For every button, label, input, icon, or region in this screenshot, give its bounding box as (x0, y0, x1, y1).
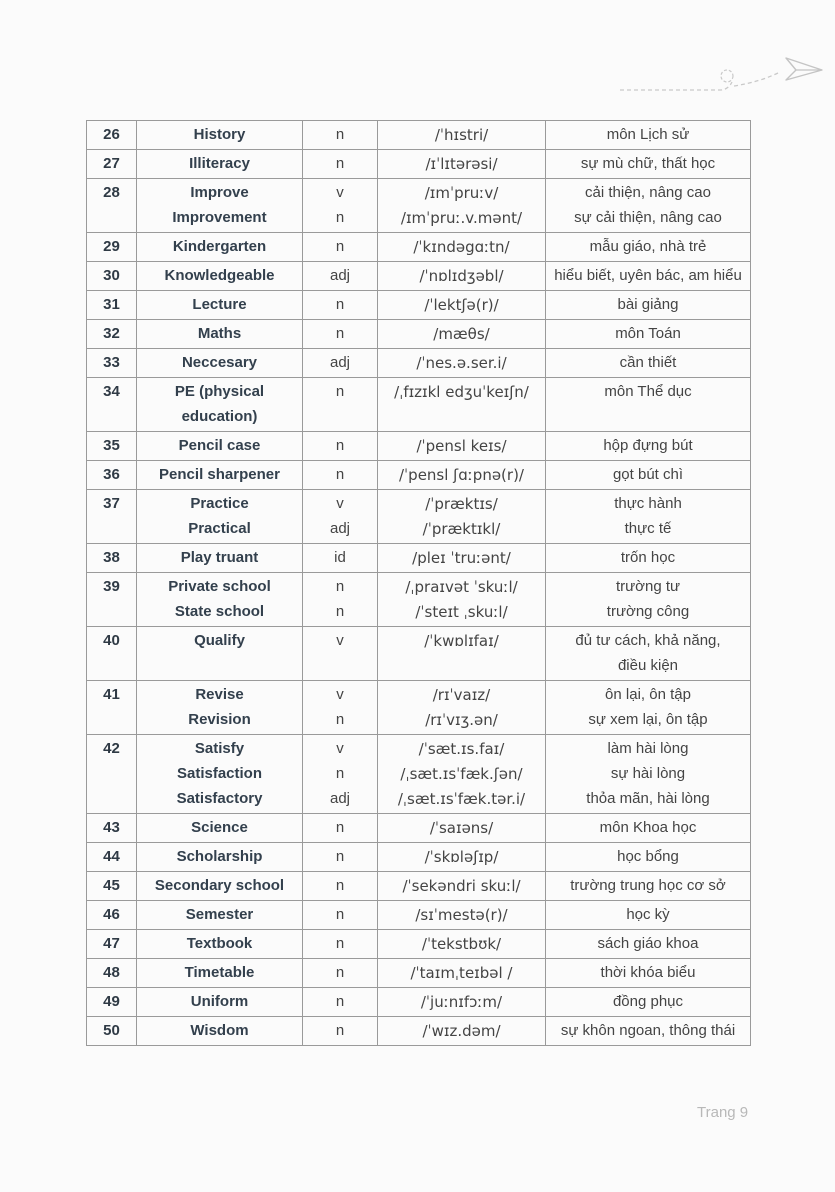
word-line: Uniform (190, 993, 249, 1010)
word-line: Improvement (172, 209, 267, 226)
pronunciation-cell (378, 262, 546, 291)
pronunciation-line: /ɪmˈpruːv/ (424, 184, 499, 202)
entry-number: 37 (87, 490, 137, 544)
entry-number: 48 (87, 959, 137, 988)
part-of-speech-cell (303, 681, 378, 735)
meaning-line: sự cải thiện, nâng cao (574, 209, 722, 226)
meaning-line: trường trung học cơ sở (570, 877, 726, 894)
pronunciation-cell (378, 121, 546, 150)
pronunciation-line: /ˈnɒlɪdʒəbl/ (419, 267, 504, 285)
table-row (87, 320, 751, 349)
meaning-cell (546, 544, 751, 573)
part-of-speech-cell (303, 150, 378, 179)
part-of-speech-cell (303, 1017, 378, 1046)
word-line: State school (174, 603, 265, 620)
word-line: Pencil sharpener (159, 466, 280, 483)
pronunciation-line: /rɪˈvaɪz/ (432, 686, 491, 704)
meaning-cell (546, 378, 751, 432)
pronunciation-line: /ˈtaɪmˌteɪbəl / (410, 964, 513, 982)
word-line: Textbook (186, 935, 253, 952)
meaning-cell (546, 432, 751, 461)
entry-number: 27 (87, 150, 137, 179)
word-line: Science (191, 819, 248, 836)
part-of-speech-cell (303, 291, 378, 320)
meaning-cell (546, 843, 751, 872)
pronunciation-cell (378, 681, 546, 735)
part-of-speech-line: n (335, 325, 345, 342)
meaning-line: bài giảng (617, 296, 679, 313)
part-of-speech-cell (303, 121, 378, 150)
meaning-line: thời khóa biểu (600, 964, 696, 981)
table-row (87, 490, 751, 544)
word-line: Wisdom (190, 1022, 249, 1039)
meaning-cell (546, 959, 751, 988)
meaning-cell (546, 1017, 751, 1046)
pronunciation-line: /ˈpræktɪs/ (425, 495, 498, 513)
table-row (87, 461, 751, 490)
pronunciation-line: /mæθs/ (433, 325, 490, 343)
word-line: History (193, 126, 246, 143)
part-of-speech-line: adj (329, 520, 351, 537)
word-cell (137, 930, 303, 959)
part-of-speech-line: n (335, 765, 345, 782)
meaning-cell (546, 735, 751, 814)
meaning-line: hiểu biết, uyên bác, am hiểu (554, 267, 742, 284)
pronunciation-line: /ˈkɪndəgɑːtn/ (413, 238, 510, 256)
meaning-line: thực hành (614, 495, 682, 512)
part-of-speech-cell (303, 843, 378, 872)
pronunciation-cell (378, 291, 546, 320)
entry-number: 40 (87, 627, 137, 681)
word-line: Secondary school (154, 877, 285, 894)
pronunciation-line: /ˌpraɪvət ˈskuːl/ (405, 578, 518, 596)
word-cell (137, 735, 303, 814)
word-line: Illiteracy (189, 155, 250, 172)
entry-number: 41 (87, 681, 137, 735)
meaning-line: sách giáo khoa (597, 935, 699, 952)
entry-number: 47 (87, 930, 137, 959)
meaning-line: môn Lịch sử (606, 126, 690, 143)
meaning-cell (546, 349, 751, 378)
table-row (87, 349, 751, 378)
part-of-speech-line: n (335, 126, 345, 143)
part-of-speech-cell (303, 262, 378, 291)
part-of-speech-line: n (335, 1022, 345, 1039)
word-line: Semester (185, 906, 254, 923)
word-cell (137, 1017, 303, 1046)
part-of-speech-line: n (335, 155, 345, 172)
table-row (87, 544, 751, 573)
part-of-speech-line: n (335, 964, 345, 981)
part-of-speech-cell (303, 461, 378, 490)
part-of-speech-cell (303, 901, 378, 930)
word-cell (137, 544, 303, 573)
table-row (87, 988, 751, 1017)
part-of-speech-line: n (335, 935, 345, 952)
part-of-speech-cell (303, 179, 378, 233)
pronunciation-line: /ˈnes.ə.ser.i/ (416, 354, 507, 372)
meaning-line: môn Khoa học (599, 819, 697, 836)
meaning-line: sự xem lại, ôn tập (588, 711, 708, 728)
part-of-speech-line: n (335, 848, 345, 865)
word-line: Revision (188, 711, 251, 728)
word-cell (137, 121, 303, 150)
part-of-speech-cell (303, 432, 378, 461)
table-row (87, 179, 751, 233)
meaning-line: điều kiện (617, 657, 679, 674)
word-line: Practical (188, 520, 251, 537)
pronunciation-line: /ˈpensl ʃɑːpnə(r)/ (399, 466, 524, 484)
word-cell (137, 901, 303, 930)
table-row (87, 1017, 751, 1046)
meaning-cell (546, 461, 751, 490)
word-cell (137, 988, 303, 1017)
word-line: PE (physical (174, 383, 265, 400)
paper-plane-icon (600, 42, 830, 112)
table-row (87, 901, 751, 930)
pronunciation-cell (378, 349, 546, 378)
pronunciation-line: /ˈsæt.ɪs.faɪ/ (418, 740, 505, 758)
pronunciation-line: /ˈlektʃə(r)/ (424, 296, 499, 314)
table-row (87, 378, 751, 432)
table-row (87, 681, 751, 735)
table-row (87, 233, 751, 262)
pronunciation-line: /sɪˈmestə(r)/ (415, 906, 508, 924)
table-row (87, 573, 751, 627)
pronunciation-cell (378, 901, 546, 930)
part-of-speech-line: adj (329, 790, 351, 807)
part-of-speech-cell (303, 959, 378, 988)
word-cell (137, 872, 303, 901)
part-of-speech-line: n (335, 383, 345, 400)
word-line: Neccesary (181, 354, 258, 371)
pronunciation-cell (378, 735, 546, 814)
table-row (87, 627, 751, 681)
meaning-cell (546, 121, 751, 150)
table-row (87, 814, 751, 843)
part-of-speech-line: n (335, 466, 345, 483)
entry-number: 42 (87, 735, 137, 814)
meaning-line: môn Toán (615, 325, 681, 342)
part-of-speech-line: v (336, 632, 344, 649)
entry-number: 46 (87, 901, 137, 930)
table-row (87, 872, 751, 901)
word-cell (137, 349, 303, 378)
pronunciation-cell (378, 843, 546, 872)
entry-number: 44 (87, 843, 137, 872)
pronunciation-cell (378, 627, 546, 681)
word-line: Maths (197, 325, 242, 342)
word-cell (137, 150, 303, 179)
part-of-speech-line: n (335, 877, 345, 894)
meaning-line: hộp đựng bút (603, 437, 693, 454)
entry-number: 45 (87, 872, 137, 901)
meaning-cell (546, 262, 751, 291)
part-of-speech-cell (303, 988, 378, 1017)
part-of-speech-cell (303, 930, 378, 959)
pronunciation-line: /pleɪ ˈtruːənt/ (412, 549, 511, 567)
part-of-speech-line: n (335, 296, 345, 313)
meaning-line: trường tư (615, 578, 681, 595)
pronunciation-line: /ˈsekəndri skuːl/ (402, 877, 521, 895)
meaning-line: làm hài lòng (607, 740, 689, 757)
pronunciation-line: /ˌsæt.ɪsˈfæk.tər.i/ (397, 790, 526, 808)
entry-number: 49 (87, 988, 137, 1017)
word-cell (137, 843, 303, 872)
meaning-cell (546, 573, 751, 627)
part-of-speech-cell (303, 814, 378, 843)
pronunciation-line: /ˈsteɪt ˌskuːl/ (415, 603, 508, 621)
table-row (87, 432, 751, 461)
part-of-speech-line: n (335, 906, 345, 923)
pronunciation-line: /ˈjuːnɪfɔːm/ (420, 993, 503, 1011)
part-of-speech-line: v (336, 740, 344, 757)
part-of-speech-cell (303, 627, 378, 681)
pronunciation-cell (378, 432, 546, 461)
word-cell (137, 490, 303, 544)
meaning-cell (546, 490, 751, 544)
word-cell (137, 179, 303, 233)
word-cell (137, 573, 303, 627)
part-of-speech-line: v (336, 495, 344, 512)
word-cell (137, 233, 303, 262)
part-of-speech-cell (303, 378, 378, 432)
pronunciation-line: /ɪmˈpruː.v.mənt/ (400, 209, 523, 227)
part-of-speech-line: v (336, 686, 344, 703)
part-of-speech-line: n (335, 819, 345, 836)
pronunciation-cell (378, 1017, 546, 1046)
table-row (87, 735, 751, 814)
vocabulary-table (86, 120, 751, 1046)
meaning-line: trường công (606, 603, 690, 620)
entry-number: 26 (87, 121, 137, 150)
meaning-cell (546, 681, 751, 735)
part-of-speech-cell (303, 490, 378, 544)
meaning-line: sự hài lòng (610, 765, 686, 782)
pronunciation-line: /rɪˈvɪʒ.ən/ (425, 711, 498, 729)
entry-number: 39 (87, 573, 137, 627)
meaning-cell (546, 988, 751, 1017)
meaning-line: môn Thể dục (604, 383, 692, 400)
meaning-cell (546, 814, 751, 843)
meaning-line: sự khôn ngoan, thông thái (560, 1022, 736, 1039)
pronunciation-cell (378, 150, 546, 179)
word-line: Revise (195, 686, 244, 703)
pronunciation-cell (378, 544, 546, 573)
word-line: Knowledgeable (164, 267, 275, 284)
meaning-line: gọt bút chì (612, 466, 684, 483)
pronunciation-line: /ˌfɪzɪkl edʒuˈkeɪʃn/ (394, 383, 529, 401)
pronunciation-cell (378, 573, 546, 627)
table-row (87, 291, 751, 320)
pronunciation-cell (378, 320, 546, 349)
entry-number: 43 (87, 814, 137, 843)
entry-number: 38 (87, 544, 137, 573)
entry-number: 36 (87, 461, 137, 490)
pronunciation-cell (378, 179, 546, 233)
table-row (87, 150, 751, 179)
pronunciation-line: /ˈkwɒlɪfaɪ/ (424, 632, 499, 650)
word-line: Pencil case (178, 437, 261, 454)
pronunciation-cell (378, 233, 546, 262)
part-of-speech-line: n (335, 437, 345, 454)
entry-number: 32 (87, 320, 137, 349)
part-of-speech-cell (303, 233, 378, 262)
part-of-speech-line: v (336, 184, 344, 201)
part-of-speech-line: adj (329, 354, 351, 371)
entry-number: 35 (87, 432, 137, 461)
meaning-cell (546, 872, 751, 901)
entry-number: 50 (87, 1017, 137, 1046)
part-of-speech-line: n (335, 238, 345, 255)
part-of-speech-line: adj (329, 267, 351, 284)
meaning-line: thực tế (624, 520, 672, 537)
part-of-speech-line: id (334, 549, 346, 566)
part-of-speech-cell (303, 320, 378, 349)
pronunciation-line: /ˈpræktɪkl/ (422, 520, 501, 538)
meaning-cell (546, 150, 751, 179)
part-of-speech-line: n (335, 711, 345, 728)
word-line: Lecture (192, 296, 247, 313)
part-of-speech-cell (303, 573, 378, 627)
pronunciation-line: /ˌsæt.ɪsˈfæk.ʃən/ (400, 765, 523, 783)
pronunciation-line: /ˈtekstbʊk/ (421, 935, 502, 953)
meaning-line: mẫu giáo, nhà trẻ (589, 238, 707, 255)
word-line: Improve (190, 184, 249, 201)
table-row (87, 121, 751, 150)
part-of-speech-cell (303, 872, 378, 901)
part-of-speech-line: n (335, 993, 345, 1010)
meaning-cell (546, 901, 751, 930)
word-cell (137, 627, 303, 681)
word-cell (137, 681, 303, 735)
pronunciation-cell (378, 490, 546, 544)
meaning-line: cải thiện, nâng cao (585, 184, 711, 201)
pronunciation-cell (378, 988, 546, 1017)
meaning-cell (546, 627, 751, 681)
meaning-cell (546, 320, 751, 349)
word-cell (137, 814, 303, 843)
meaning-line: ôn lại, ôn tập (605, 686, 691, 703)
meaning-line: thỏa mãn, hài lòng (586, 790, 710, 807)
word-line: Timetable (184, 964, 255, 981)
meaning-cell (546, 291, 751, 320)
word-line: Satisfactory (176, 790, 263, 807)
meaning-cell (546, 930, 751, 959)
entry-number: 30 (87, 262, 137, 291)
word-line: education) (181, 408, 258, 425)
part-of-speech-line: n (335, 209, 345, 226)
meaning-line: cần thiết (619, 354, 677, 371)
entry-number: 31 (87, 291, 137, 320)
part-of-speech-cell (303, 544, 378, 573)
part-of-speech-line: n (335, 578, 345, 595)
pronunciation-cell (378, 378, 546, 432)
part-of-speech-cell (303, 349, 378, 378)
entry-number: 29 (87, 233, 137, 262)
pronunciation-line: /ˈsaɪəns/ (429, 819, 494, 837)
meaning-line: học bổng (617, 848, 679, 865)
pronunciation-line: /ɪˈlɪtərəsi/ (425, 155, 498, 173)
word-line: Scholarship (176, 848, 263, 865)
word-line: Satisfaction (176, 765, 263, 782)
entry-number: 33 (87, 349, 137, 378)
word-line: Kindergarten (172, 238, 267, 255)
meaning-line: đủ tư cách, khả năng, (575, 632, 721, 649)
pronunciation-cell (378, 872, 546, 901)
word-cell (137, 461, 303, 490)
meaning-line: đồng phục (612, 993, 684, 1010)
word-cell (137, 291, 303, 320)
word-cell (137, 262, 303, 291)
meaning-cell (546, 179, 751, 233)
word-cell (137, 378, 303, 432)
part-of-speech-line: n (335, 603, 345, 620)
entry-number: 28 (87, 179, 137, 233)
word-line: Qualify (194, 632, 245, 649)
word-line: Satisfy (194, 740, 245, 757)
entry-number: 34 (87, 378, 137, 432)
part-of-speech-cell (303, 735, 378, 814)
table-row (87, 930, 751, 959)
pronunciation-cell (378, 930, 546, 959)
page-number: Trang 9 (697, 1104, 749, 1121)
pronunciation-line: /ˈwɪz.dəm/ (422, 1022, 501, 1040)
pronunciation-line: /ˈpensl keɪs/ (416, 437, 507, 455)
pronunciation-line: /ˈskɒləʃɪp/ (424, 848, 499, 866)
meaning-line: sự mù chữ, thất học (580, 155, 716, 172)
pronunciation-cell (378, 814, 546, 843)
word-cell (137, 432, 303, 461)
word-cell (137, 959, 303, 988)
pronunciation-line: /ˈhɪstri/ (434, 126, 489, 144)
word-cell (137, 320, 303, 349)
meaning-cell (546, 233, 751, 262)
word-line: Play truant (180, 549, 259, 566)
table-row (87, 843, 751, 872)
pronunciation-cell (378, 959, 546, 988)
table-row (87, 959, 751, 988)
meaning-line: trốn học (620, 549, 676, 566)
meaning-line: học kỳ (626, 906, 670, 923)
pronunciation-cell (378, 461, 546, 490)
word-line: Practice (190, 495, 249, 512)
word-line: Private school (168, 578, 271, 595)
table-row (87, 262, 751, 291)
